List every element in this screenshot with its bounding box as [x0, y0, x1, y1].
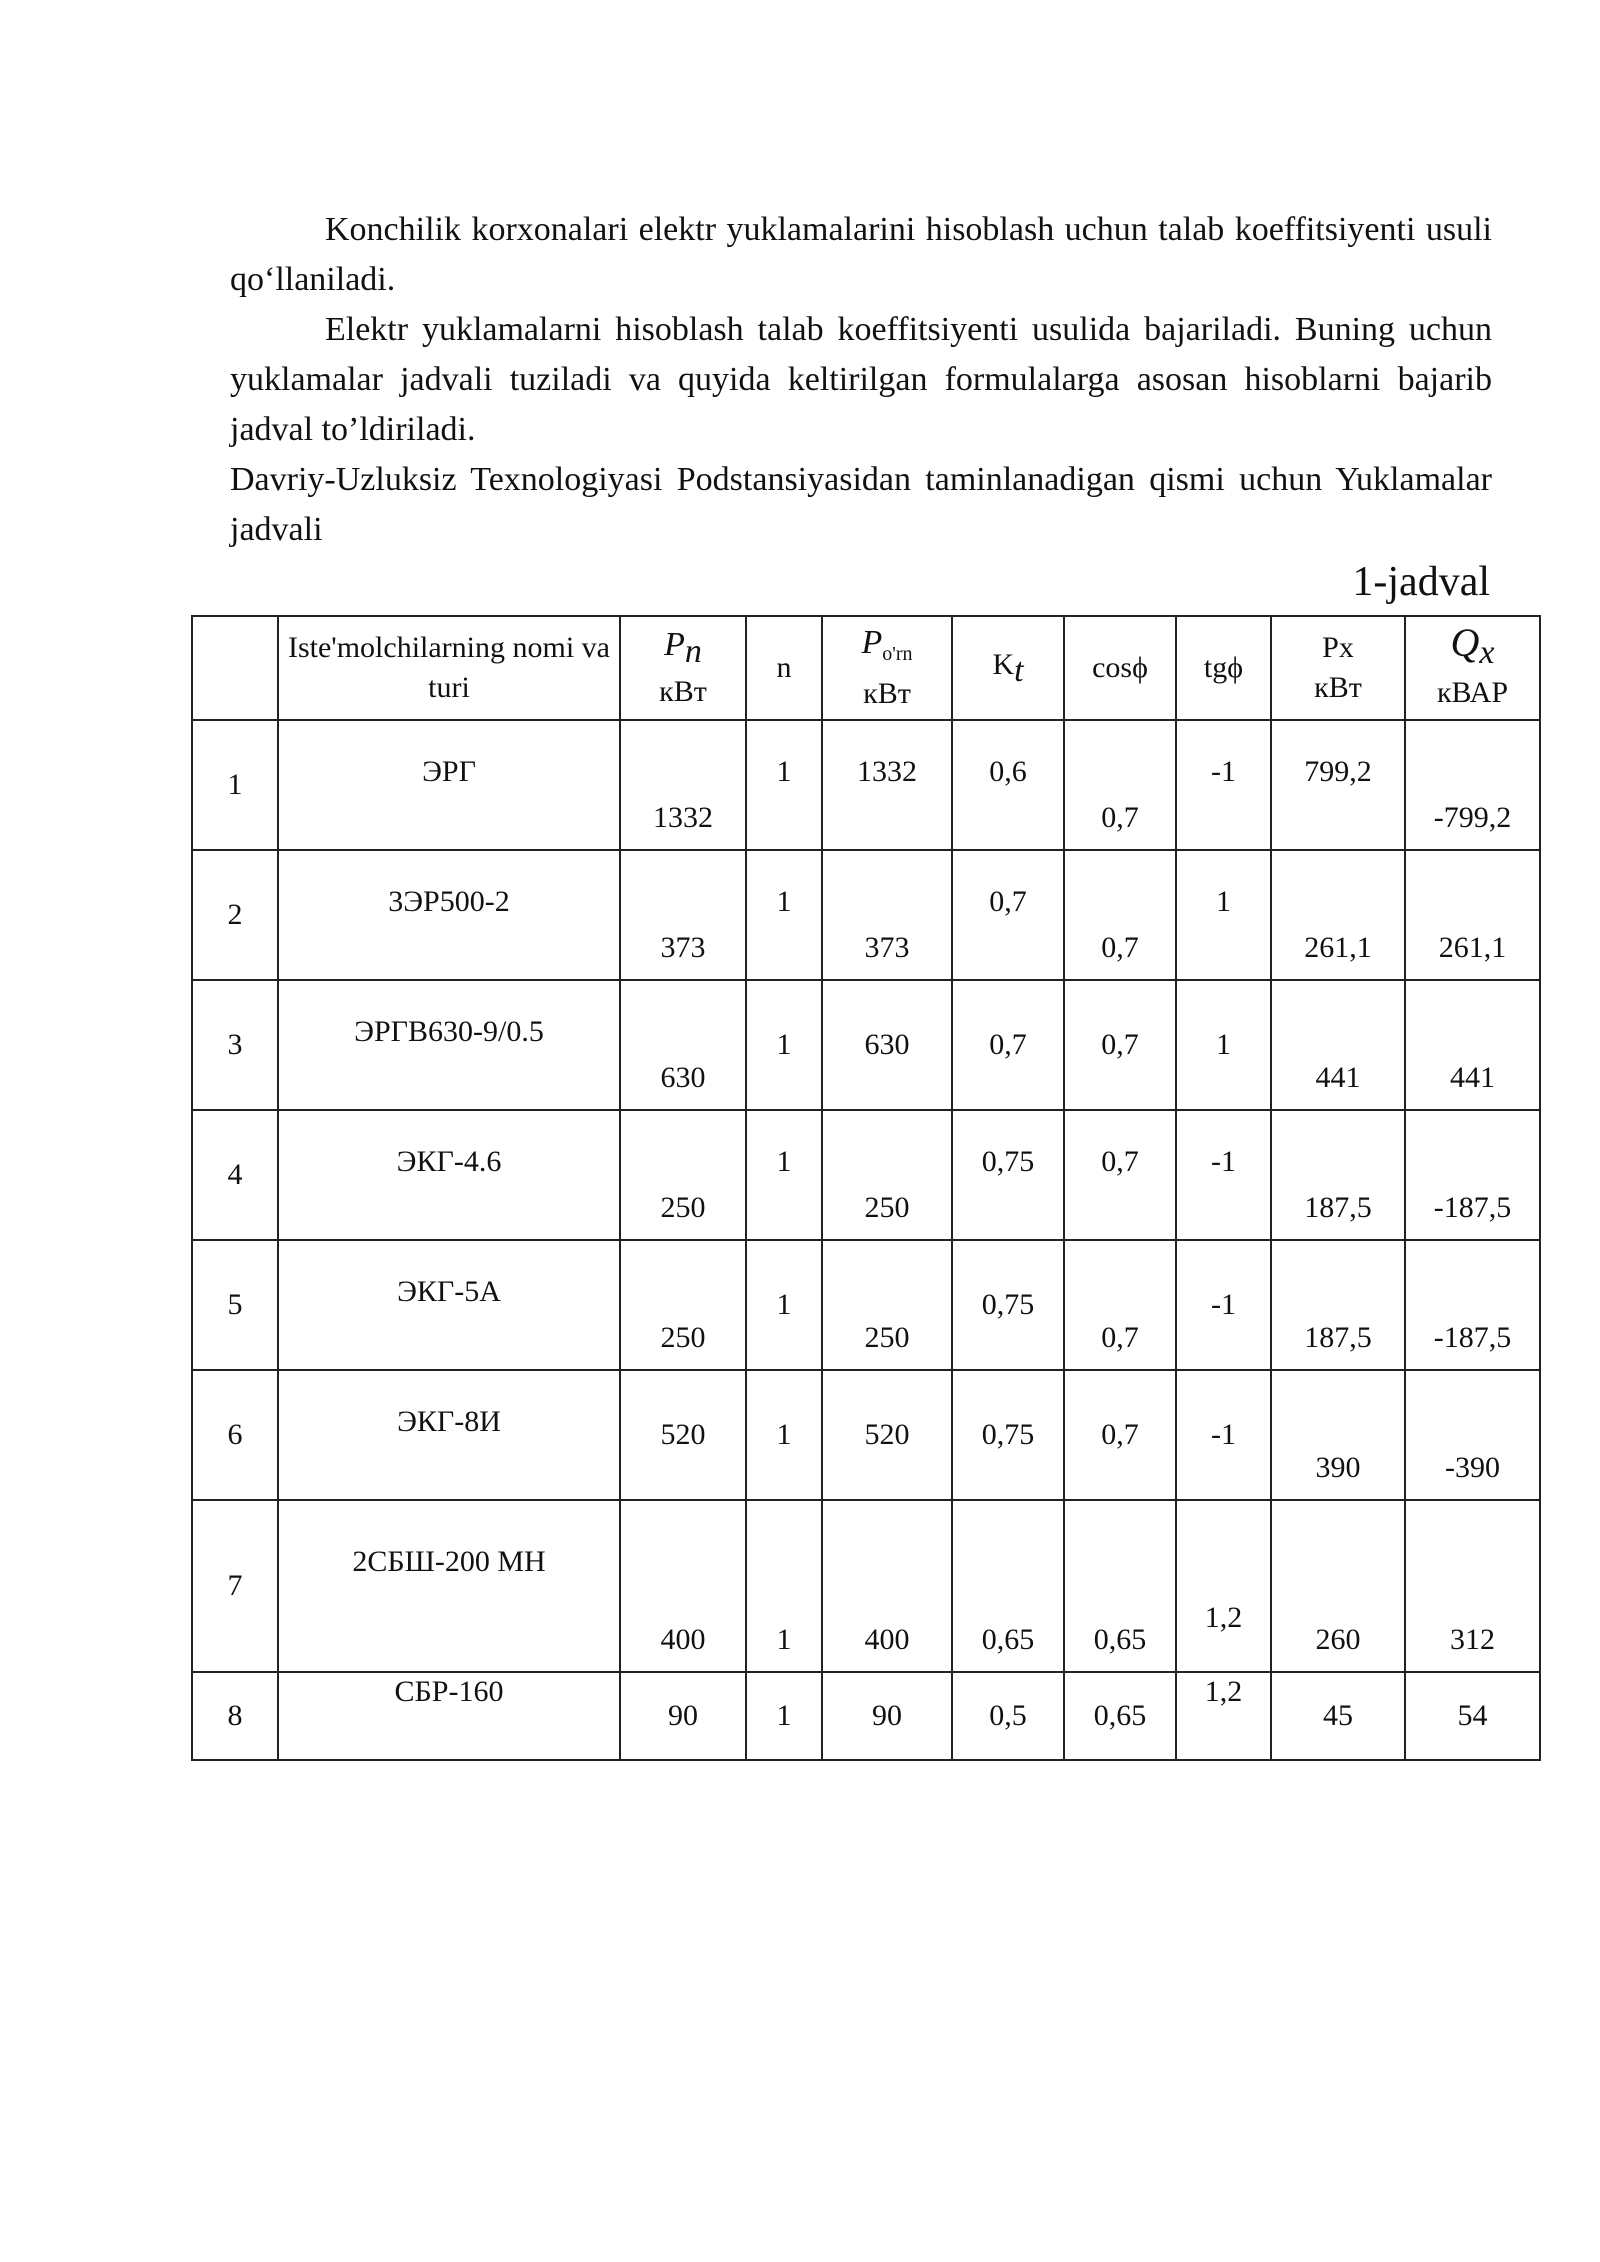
cell-tg: 1	[1176, 980, 1271, 1110]
cell-kt: 0,75	[952, 1240, 1064, 1370]
cell-porn: 250	[822, 1240, 952, 1370]
cell-px: 799,2	[1271, 720, 1405, 850]
cell-pn: 373	[620, 850, 746, 980]
header-pn-symbol: $P_n$	[664, 625, 702, 670]
header-porn-unit: кВт	[863, 676, 911, 710]
table-row	[192, 980, 1540, 1110]
cell-tg: -1	[1176, 1240, 1271, 1370]
cell-pn: 90	[620, 1672, 746, 1760]
table-caption: 1-jadval	[1352, 559, 1490, 605]
paragraph-3: Davriy-Uzluksiz Texnologiyasi Podstansiyasidan taminlanadigan qismi uchun Yuklamalar jadvali	[230, 461, 1492, 548]
cell-qx: 261,1	[1405, 850, 1540, 980]
header-px	[1271, 616, 1405, 720]
cell-px: 390	[1271, 1370, 1405, 1500]
cell-tg: -1	[1176, 1370, 1271, 1500]
cell-index: 8	[192, 1672, 278, 1760]
header-n: n	[746, 616, 822, 720]
cell-tg: -1	[1176, 1110, 1271, 1240]
table-row	[192, 1500, 1540, 1672]
cell-qx: 312	[1405, 1500, 1540, 1672]
cell-cos: 0,7	[1064, 1110, 1176, 1240]
cell-porn: 630	[822, 980, 952, 1110]
cell-tg: 1	[1176, 850, 1271, 980]
cell-cos: 0,7	[1064, 1370, 1176, 1500]
header-qx-unit: кВАР	[1436, 676, 1509, 709]
paragraph-2: Elektr yuklamalarni hisoblash talab koeffitsiyenti usulida bajariladi. Buning uchun yuklamalar jadvali tuziladi va quyida keltirilgan formulalarga asosan hisoblarni bajarib jadval to’ldiriladi.	[230, 311, 1492, 448]
cell-name: ЭРГВ630-9/0.5	[278, 980, 620, 1110]
cell-cos: 0,65	[1064, 1672, 1176, 1760]
header-px-unit: кВт	[1314, 671, 1362, 704]
cell-qx: 441	[1405, 980, 1540, 1110]
cell-kt: 0,6	[952, 720, 1064, 850]
cell-name: ЭКГ-8И	[278, 1370, 620, 1500]
cell-kt: 0,75	[952, 1370, 1064, 1500]
cell-n: 1	[746, 1500, 822, 1672]
cell-qx: -187,5	[1405, 1110, 1540, 1240]
cell-n: 1	[746, 980, 822, 1110]
cell-qx: 54	[1405, 1672, 1540, 1760]
cell-n: 1	[746, 1240, 822, 1370]
cell-n: 1	[746, 1110, 822, 1240]
cell-pn: 250	[620, 1240, 746, 1370]
cell-px: 187,5	[1271, 1240, 1405, 1370]
header-tg: tgϕ	[1176, 616, 1271, 720]
cell-name: ЭРГ	[278, 720, 620, 850]
cell-qx: -187,5	[1405, 1240, 1540, 1370]
cell-kt: 0,7	[952, 850, 1064, 980]
load-table	[191, 615, 1541, 1761]
cell-name: 2СБШ-200 МН	[278, 1500, 620, 1672]
paragraph-1: Konchilik korxonalari elektr yuklamalarini hisoblash uchun talab koeffitsiyenti usuli qo‘llaniladi.	[230, 211, 1492, 298]
cell-name: 3ЭР500-2	[278, 850, 620, 980]
cell-name: ЭКГ-4.6	[278, 1110, 620, 1240]
cell-index: 6	[192, 1370, 278, 1500]
cell-porn: 90	[822, 1672, 952, 1760]
cell-px: 187,5	[1271, 1110, 1405, 1240]
cell-n: 1	[746, 720, 822, 850]
header-pn	[620, 616, 746, 720]
cell-index: 5	[192, 1240, 278, 1370]
header-porn	[822, 616, 952, 720]
cell-cos: 0,7	[1064, 980, 1176, 1110]
table-header-row	[192, 616, 1540, 720]
cell-cos: 0,7	[1064, 850, 1176, 980]
cell-index: 4	[192, 1110, 278, 1240]
header-name	[278, 616, 620, 720]
table-row	[192, 1110, 1540, 1240]
header-name-text: Iste'molchilarning nomi va turi	[287, 631, 610, 704]
cell-pn: 520	[620, 1370, 746, 1500]
cell-pn: 1332	[620, 720, 746, 850]
cell-px: 441	[1271, 980, 1405, 1110]
table-row	[192, 1672, 1540, 1760]
cell-cos: 0,7	[1064, 1240, 1176, 1370]
table-row	[192, 1240, 1540, 1370]
cell-name: ЭКГ-5А	[278, 1240, 620, 1370]
cell-cos: 0,7	[1064, 720, 1176, 850]
cell-index: 7	[192, 1500, 278, 1672]
cell-qx: -799,2	[1405, 720, 1540, 850]
cell-index: 3	[192, 980, 278, 1110]
cell-kt: 0,65	[952, 1500, 1064, 1672]
cell-n: 1	[746, 1672, 822, 1760]
header-px-symbol: Px	[1322, 631, 1354, 664]
cell-pn: 400	[620, 1500, 746, 1672]
table-row	[192, 720, 1540, 850]
header-qx-symbol: $Q_x$	[1450, 620, 1495, 671]
cell-porn: 373	[822, 850, 952, 980]
cell-porn: 520	[822, 1370, 952, 1500]
cell-pn: 250	[620, 1110, 746, 1240]
header-kt: $K_t$	[952, 616, 1064, 720]
cell-qx: -390	[1405, 1370, 1540, 1500]
header-cos: cosϕ	[1064, 616, 1176, 720]
table-row	[192, 850, 1540, 980]
cell-kt: 0,5	[952, 1672, 1064, 1760]
cell-porn: 250	[822, 1110, 952, 1240]
cell-px: 261,1	[1271, 850, 1405, 980]
cell-n: 1	[746, 850, 822, 980]
cell-kt: 0,7	[952, 980, 1064, 1110]
cell-cos: 0,65	[1064, 1500, 1176, 1672]
table-row	[192, 1370, 1540, 1500]
cell-n: 1	[746, 1370, 822, 1500]
cell-tg: -1	[1176, 720, 1271, 850]
cell-px: 45	[1271, 1672, 1405, 1760]
cell-index: 1	[192, 720, 278, 850]
cell-porn: 1332	[822, 720, 952, 850]
cell-tg: 1,2	[1176, 1672, 1271, 1760]
cell-index: 2	[192, 850, 278, 980]
cell-name: СБР-160	[278, 1672, 620, 1760]
header-index	[192, 616, 278, 720]
header-pn-unit: кВт	[659, 674, 707, 708]
header-porn-symbol: $P_{o'rn}$	[861, 623, 913, 665]
cell-px: 260	[1271, 1500, 1405, 1672]
cell-kt: 0,75	[952, 1110, 1064, 1240]
intro-text	[230, 205, 1492, 555]
cell-pn: 630	[620, 980, 746, 1110]
cell-porn: 400	[822, 1500, 952, 1672]
header-qx	[1405, 616, 1540, 720]
cell-tg: 1,2	[1176, 1500, 1271, 1672]
